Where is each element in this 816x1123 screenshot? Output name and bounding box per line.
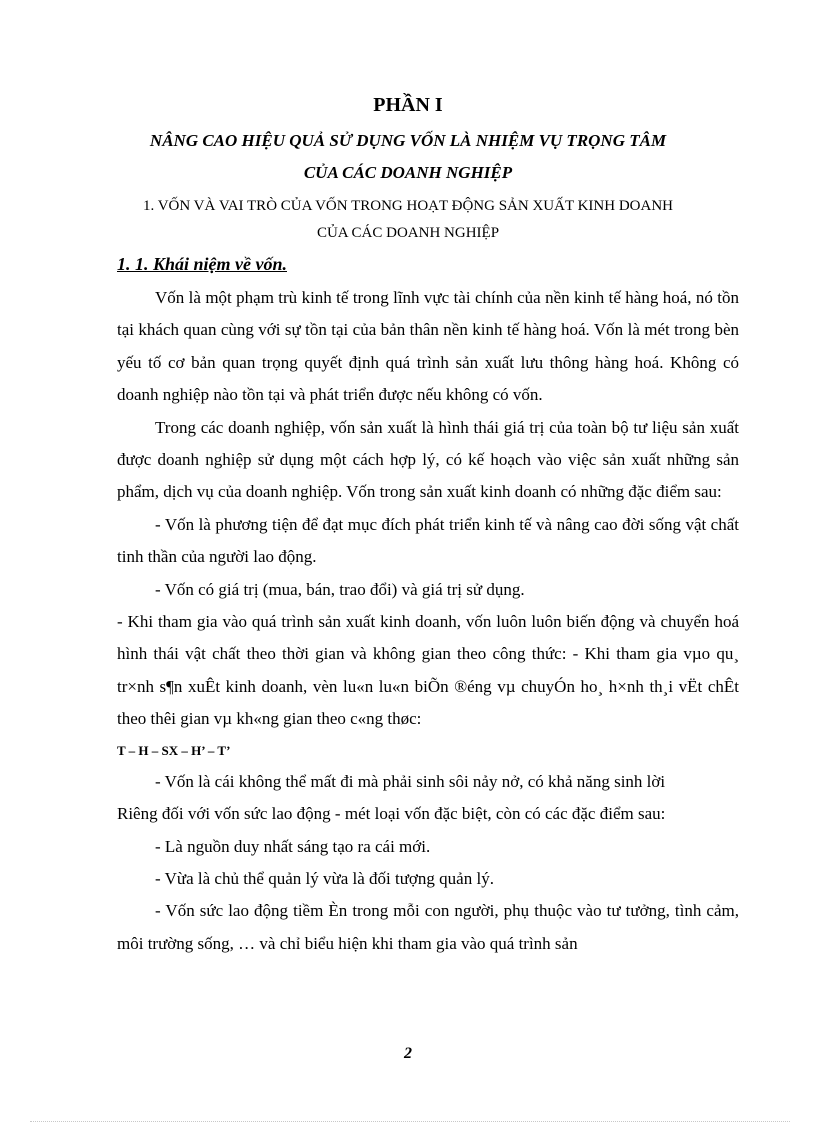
paragraph: - Vốn là cái không thể mất đi mà phải sinh sôi nảy nở, có khả năng sinh lời xyxy=(155,771,666,791)
paragraph: - Vừa là chủ thể quản lý vừa là đối tượng quản lý. xyxy=(155,868,494,888)
paragraph: - Khi tham gia vào quá trình sản xuất kinh doanh, vốn luôn luôn biến động và chuyển hoá hình thái vật chất theo thời gian và không gian theo công thức: - Khi tham gia vµo qu¸ tr×nh s¶n xuÊt kinh doanh, vèn lu«n lu«n biÕn ®éng vµ chuyÓn ho¸ h×nh th¸i vËt chÊt theo thêi gian vµ kh«ng gian theo c«ng thøc: xyxy=(117,612,739,729)
page-number: 2 xyxy=(404,1045,412,1062)
chapter-subtitle-line-1: NÂNG CAO HIỆU QUẢ SỬ DỤNG VỐN LÀ NHIỆM VỤ TRỌNG TÂM xyxy=(149,131,667,150)
page-bottom-divider xyxy=(30,1121,790,1122)
part-title: PHẦN I xyxy=(373,94,443,116)
body-text xyxy=(117,282,739,960)
chapter-subtitle-line-2: CỦA CÁC DOANH NGHIỆP xyxy=(303,163,513,182)
paragraph: - Vốn là phương tiện để đạt mục đích phát triển kinh tế và nâng cao đời sống vật chất tinh thần của người lao động. xyxy=(117,514,739,567)
paragraph: Trong các doanh nghiệp, vốn sản xuất là hình thái giá trị của toàn bộ tư liệu sản xuất được doanh nghiệp sử dụng một cách hợp lý, có kế hoạch vào việc sản xuất những sản phẩm, dịch vụ của doanh nghiệp. Vốn trong sản xuất kinh doanh có những đặc điểm sau: xyxy=(117,417,739,502)
subsection-heading: 1. 1. Khái niệm về vốn. xyxy=(117,254,287,274)
paragraph: Vốn là một phạm trù kinh tế trong lĩnh vực tài chính của nền kinh tế hàng hoá, nó tồn tại khách quan cùng với sự tồn tại của bản thân nền kinh tế hàng hoá. Vốn là mét trong bèn yếu tố cơ bản quan trọng quyết định quá trình sản xuất lưu thông hàng hoá. Không có doanh nghiệp nào tồn tại và phát triển được nếu không có vốn. xyxy=(117,288,739,405)
formula: T – H – SX – H’ – T’ xyxy=(117,742,231,758)
paragraph: Riêng đối với vốn sức lao động - mét loại vốn đặc biệt, còn có các đặc điểm sau: xyxy=(117,804,666,824)
section-heading-line-1: 1. VỐN VÀ VAI TRÒ CỦA VỐN TRONG HOẠT ĐỘNG SẢN XUẤT KINH DOANH xyxy=(142,198,674,214)
paragraph: - Là nguồn duy nhất sáng tạo ra cái mới. xyxy=(155,836,431,856)
paragraph: - Vốn sức lao động tiềm Èn trong mỗi con người, phụ thuộc vào tư tưởng, tình cảm, môi trường sống, … và chỉ biểu hiện khi tham gia vào quá trình sản xyxy=(117,901,739,953)
paragraph: - Vốn có giá trị (mua, bán, trao đổi) và giá trị sử dụng. xyxy=(155,579,525,599)
section-heading-line-2: CỦA CÁC DOANH NGHIỆP xyxy=(316,225,500,241)
